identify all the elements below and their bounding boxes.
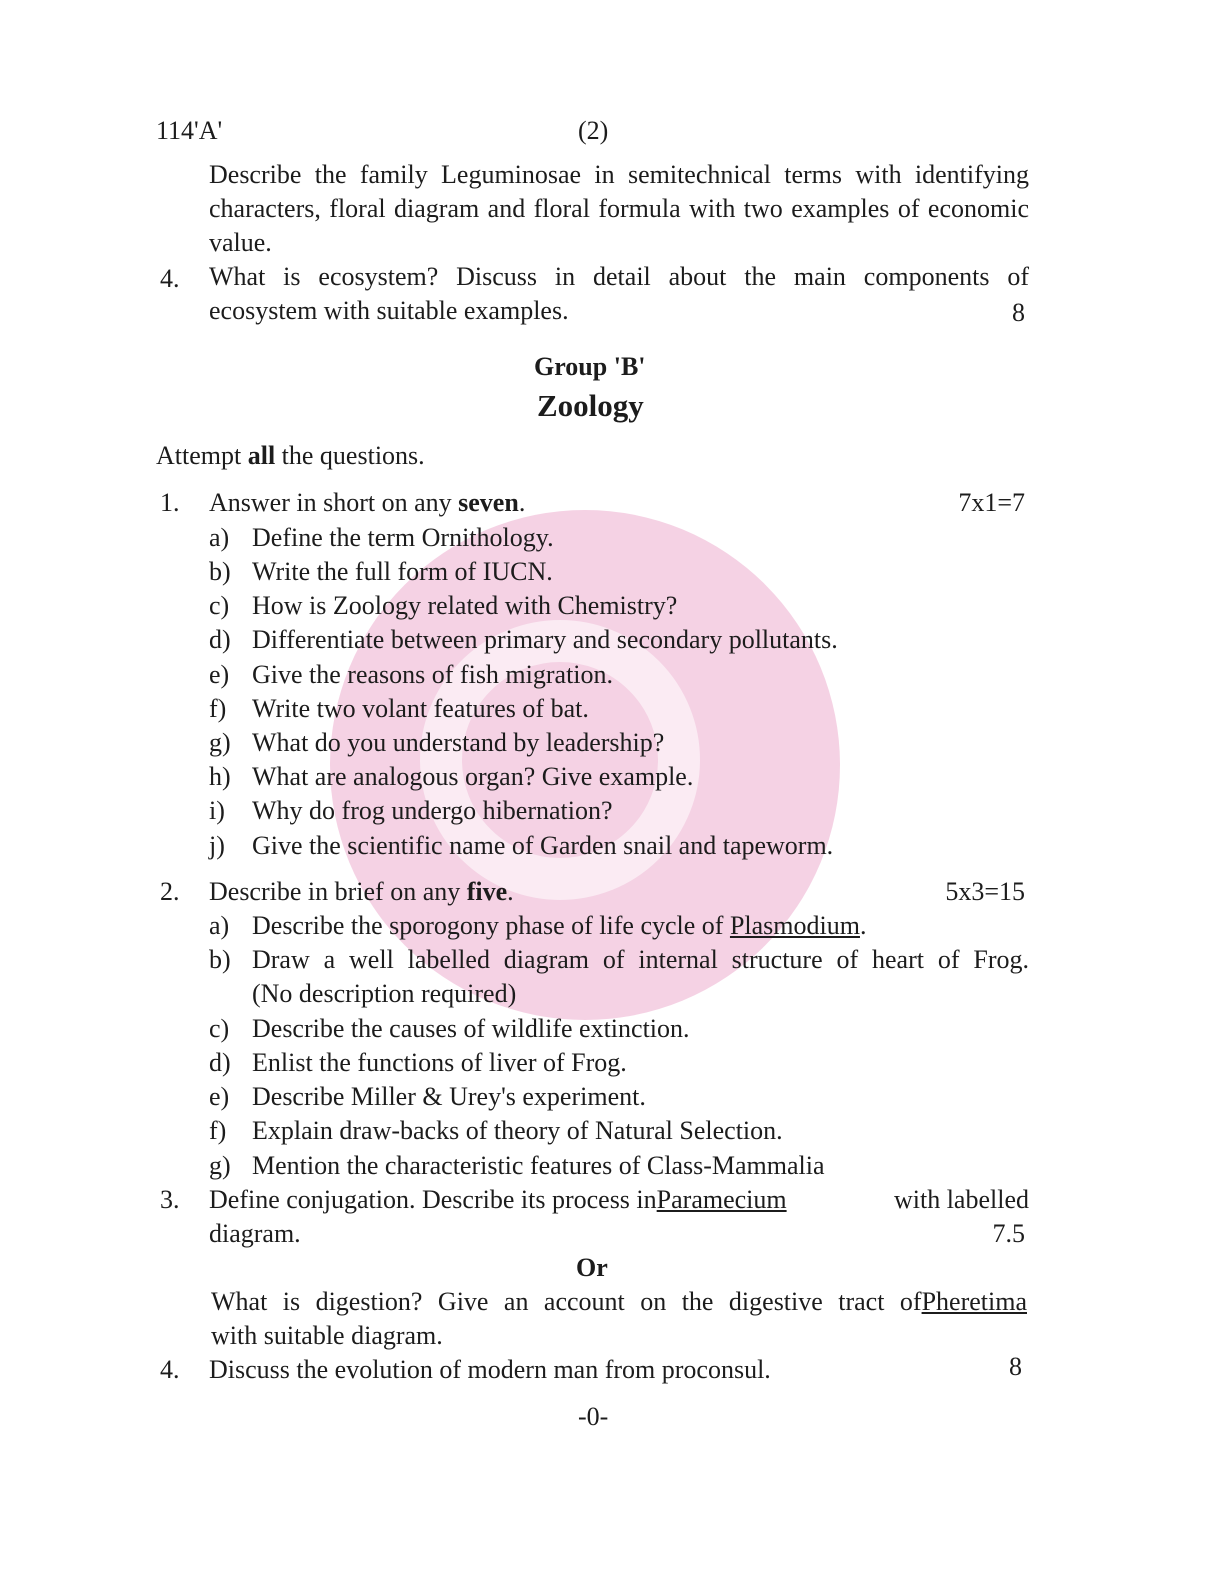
q2-marks: 5x3=15 (945, 877, 1025, 906)
q1-option-text: Why do frog undergo hibernation? (252, 796, 613, 825)
q1-option-text: Write the full form of IUCN. (252, 557, 553, 586)
q1-option-label: b) (209, 557, 231, 586)
subject-title: Zoology (537, 388, 644, 423)
q2-prompt: Describe in brief on any five. (209, 877, 514, 906)
q3-alt-text: What is digestion? Give an account on the digestive tract of Pheretima (211, 1287, 1027, 1316)
q1-option-text: Differentiate between primary and secondary pollutants. (252, 625, 838, 654)
prev-question-text: Describe the family Leguminosae in semitechnical terms with identifying characters, floral diagram and floral formula with two examples of economic value. (209, 160, 1029, 257)
q3-number: 3. (160, 1185, 180, 1214)
q2-option-label: a) (209, 911, 230, 940)
q1-option-text: How is Zoology related with Chemistry? (252, 591, 678, 620)
q3-alt-text-line2: with suitable diagram. (211, 1321, 443, 1350)
paper-code: 114'A' (156, 116, 223, 145)
q1-option-label: g) (209, 728, 231, 757)
q1-option-label: d) (209, 625, 231, 654)
q1-option-text: Write two volant features of bat. (252, 694, 589, 723)
q2-option-text: Describe Miller & Urey's experiment. (252, 1082, 646, 1111)
q1-option-label: a) (209, 523, 230, 552)
q2-option-label: b) (209, 945, 231, 974)
q3-text-line2: diagram. (209, 1219, 301, 1248)
q1-number: 1. (160, 488, 180, 517)
prev-q4-text: What is ecosystem? Discuss in detail about the main components of ecosystem with suitable examples. (209, 262, 1029, 325)
q2-option-text: Describe the causes of wildlife extinction. (252, 1014, 690, 1043)
q3-marks: 7.5 (992, 1219, 1025, 1248)
prev-q4-marks: 8 (1012, 298, 1025, 327)
q1-option-label: h) (209, 762, 231, 791)
q1-option-text: Give the reasons of fish migration. (252, 660, 614, 689)
q2-option-label: f) (209, 1116, 227, 1145)
q4-marks: 8 (1009, 1352, 1022, 1381)
q2-option-label: d) (209, 1048, 231, 1077)
q1-option-label: c) (209, 591, 230, 620)
q1-option-label: f) (209, 694, 227, 723)
q1-option-text: What do you understand by leadership? (252, 728, 665, 757)
q1-option-label: j) (209, 831, 225, 860)
q2-option-label: c) (209, 1014, 230, 1043)
or-divider: Or (576, 1253, 608, 1282)
group-title: Group 'B' (534, 352, 646, 381)
page-number: (2) (578, 116, 609, 145)
q2-option-label: e) (209, 1082, 230, 1111)
q2-option-text: Enlist the functions of liver of Frog. (252, 1048, 627, 1077)
q3-text: Define conjugation. Describe its process in Paramecium with labelled (209, 1185, 1029, 1214)
q4-text: Discuss the evolution of modern man from proconsul. (209, 1355, 771, 1384)
q1-option-text: What are analogous organ? Give example. (252, 762, 694, 791)
q2-number: 2. (160, 877, 180, 906)
q1-option-label: e) (209, 660, 230, 689)
q1-option-label: i) (209, 796, 225, 825)
q2-option-text: Draw a well labelled diagram of internal structure of heart of Frog. (252, 945, 1029, 974)
instruction: Attempt all the questions. (156, 441, 425, 470)
q1-marks: 7x1=7 (958, 488, 1025, 517)
q4-number: 4. (160, 1355, 180, 1384)
q1-prompt: Answer in short on any seven. (209, 488, 526, 517)
end-mark: -0- (578, 1402, 609, 1431)
q1-option-text: Give the scientific name of Garden snail and tapeworm. (252, 831, 834, 860)
q2-option-note: (No description required) (252, 979, 517, 1008)
q2-option-text: Explain draw-backs of theory of Natural Selection. (252, 1116, 783, 1145)
prev-q4-number: 4. (160, 264, 180, 293)
q2-option-label: g) (209, 1151, 231, 1180)
q2-option-text: Describe the sporogony phase of life cycle of Plasmodium. (252, 911, 867, 940)
q2-option-text: Mention the characteristic features of Class-Mammalia (252, 1151, 825, 1180)
q1-option-text: Define the term Ornithology. (252, 523, 554, 552)
